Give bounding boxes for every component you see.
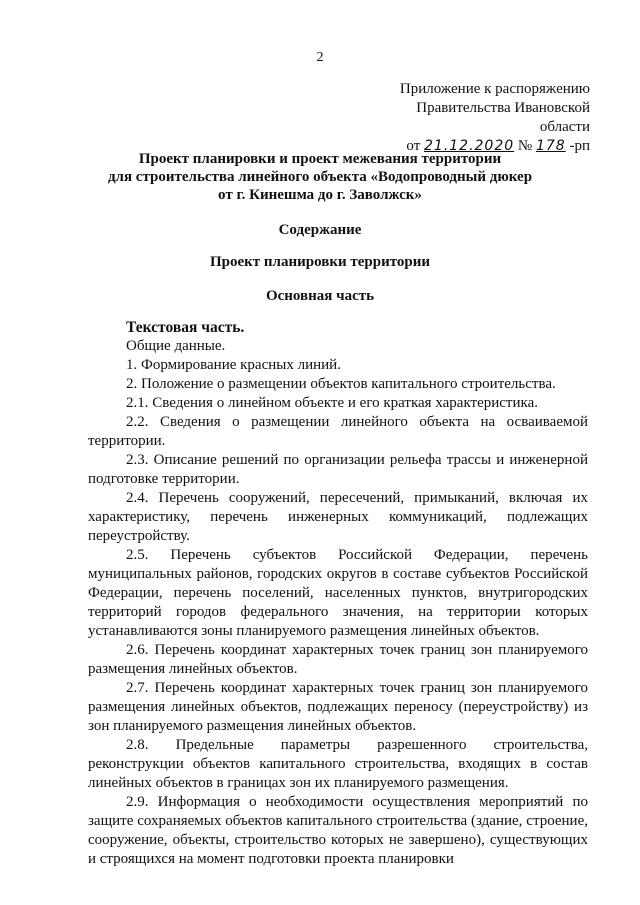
list-item: 2.4. Перечень сооружений, пересечений, примыканий, включая их характеристику, перечень инженерных коммуникаций, подлежащих переустройству. [88, 490, 588, 544]
heading-main-part: Основная часть [265, 288, 375, 304]
list-item: 2. Положение о размещении объектов капитального строительства. [126, 376, 556, 392]
appendix-line2: Правительства Ивановской области [416, 100, 590, 135]
page-number: 2 [316, 50, 324, 65]
list-item: 1. Формирование красных линий. [126, 357, 341, 373]
list-item: 2.7. Перечень координат характерных точек границ зон планируемого размещения линейных объектов, подлежащих переносу (переустройству) из зон планируемого размещения линейных объектов. [88, 680, 588, 734]
list-item: 2.9. Информация о необходимости осуществления мероприятий по защите сохраняемых объектов капитального строительства (здание, строение, сооружение, объекты, строительство которых не завершено), существующих и строящихся на момент подготовки проекта планировки [88, 794, 588, 867]
appendix-prefix: от [406, 138, 421, 154]
appendix-date: 21.12.2020 [424, 138, 515, 154]
text-part-heading: Текстовая часть. [126, 319, 245, 336]
appendix-line1: Приложение к распоряжению [399, 81, 590, 97]
contents-list [88, 318, 588, 869]
list-item: 2.6. Перечень координат характерных точек границ зон планируемого размещения линейных объектов. [88, 642, 588, 677]
title-line1: Проект планировки и проект межевания территории [138, 151, 502, 167]
heading-contents: Содержание [278, 222, 362, 238]
document-title [60, 150, 580, 204]
appendix-number-sign: № [517, 138, 533, 154]
list-item: 2.3. Описание решений по организации рельефа трассы и инженерной подготовке территории. [88, 452, 588, 487]
appendix-suffix: -рп [569, 138, 590, 154]
appendix-block [370, 80, 590, 156]
list-item: 2.5. Перечень субъектов Российской Федерации, перечень муниципальных районов, городских округов в составе субъектов Российской Федерации, перечень поселений, населенных пунктов, внутригородских территорий городов федерального значения, на территории которых устанавливаются зоны планируемого размещения линейных объектов. [88, 547, 588, 639]
title-line2: для строительства линейного объекта «Водопроводный дюкер [107, 169, 533, 185]
appendix-number: 178 [535, 138, 566, 154]
list-item: 2.8. Предельные параметры разрешенного строительства, реконструкции объектов капитального строительства, входящих в состав линейных объектов в границах зон их планируемого размещения. [88, 737, 588, 791]
list-item: 2.1. Сведения о линейном объекте и его краткая характеристика. [126, 395, 538, 411]
list-item: Общие данные. [126, 338, 226, 354]
list-item: 2.2. Сведения о размещении линейного объекта на осваиваемой территории. [88, 414, 588, 449]
title-line3: от г. Кинешма до г. Заволжск» [218, 187, 422, 203]
heading-planning: Проект планировки территории [209, 254, 431, 270]
